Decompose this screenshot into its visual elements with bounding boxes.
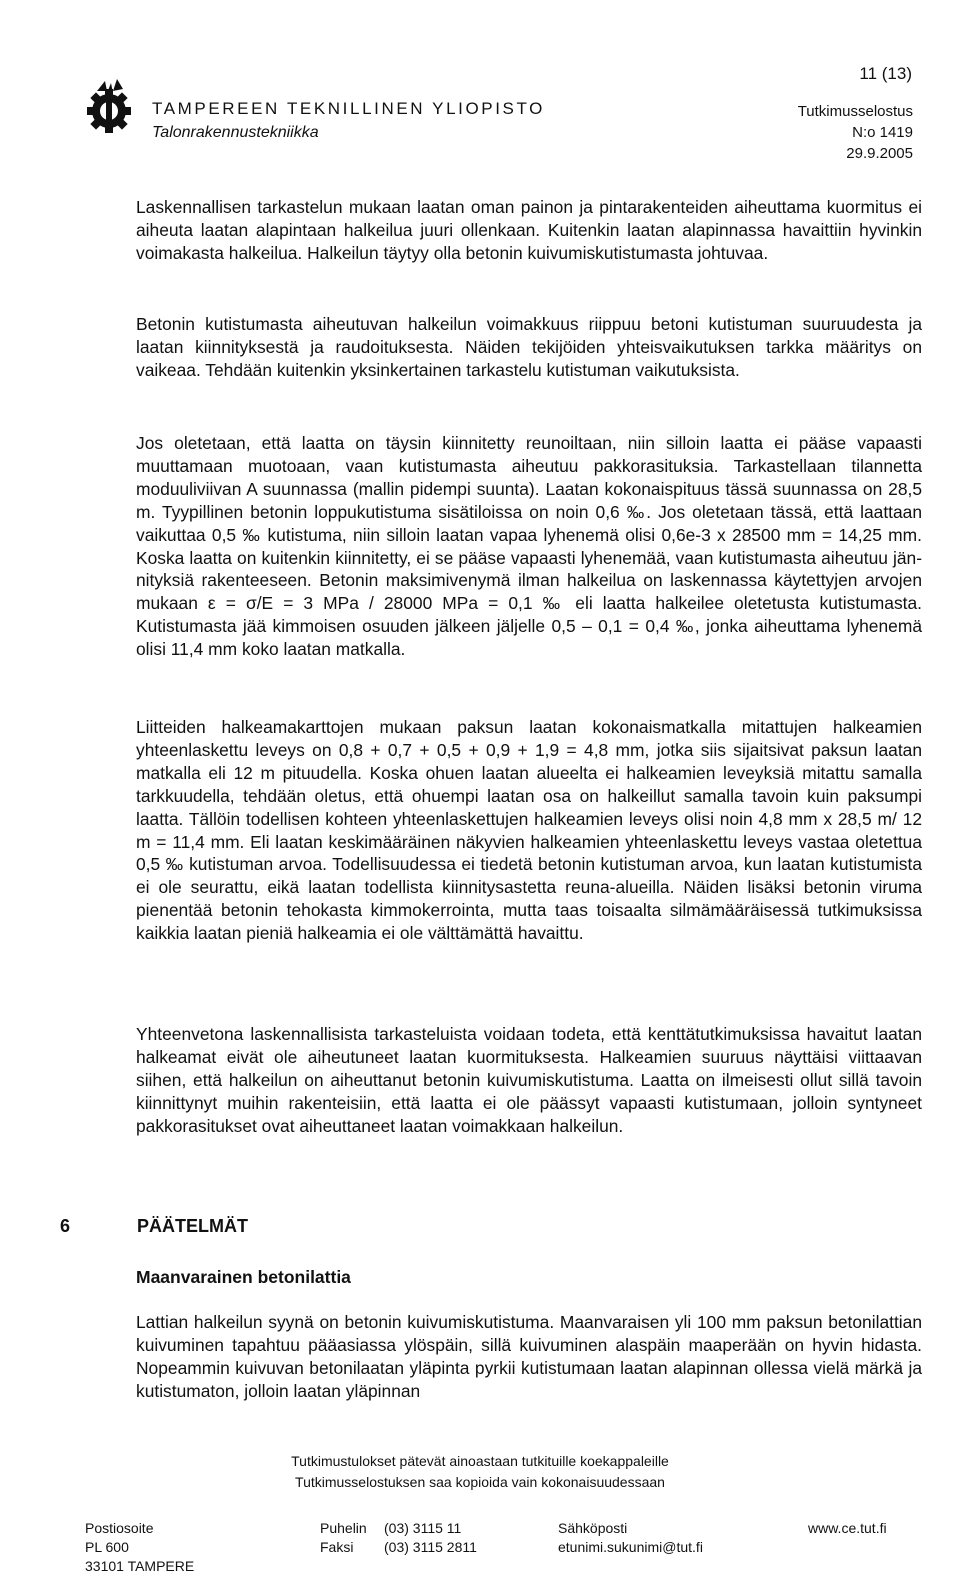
paragraph-2: Betonin kutistumasta aiheutuvan halkeilun voimakkuus riippuu betoni kutistuman suuruudesta ja laatan kiinnityksestä ja raudoituksesta. Näiden tekijöiden yhteisvaikutuksen tarkka määritys on vaikeaa. Tehdään kuitenkin yksinkertainen tarkastelu kutistuman vaikutuksista. (136, 314, 922, 380)
fax-label: Faksi (320, 1539, 354, 1555)
fax-value: (03) 3115 2811 (384, 1539, 477, 1555)
section-heading (60, 1216, 248, 1237)
paragraph-3: Jos oletetaan, että laatta on täysin kiinnitetty reunoiltaan, niin silloin laatta ei pääse vapaasti muuttamaan muotoaan, vaan kutistumasta aiheutuu pakkorasituksia. Tarkastellaan tilannetta moduuliviivan A suunnassa (mallin pidempi suunta). Laatan kokonaispituus tässä suunnassa on 28,5 m. Tyypillinen betonin loppukutistuma sisätiloissa on noin 0,6 ‰. Jos oletetaan tässä, että laattaan vaikuttaa 0,5 ‰ kutistuma, niin silloin laatan vapaa lyhenemä olisi 0,6e-3 x 28500 mm = 14,25 mm. Koska laatta on kuitenkin kiinnitetty, ei se pääse vapaasti lyhenemää, vaan kutistumasta aiheutuu jännityksiä rakenteeseen. Betonin maksimivenymä ilman halkeilua on laskennassa käytettyjen arvojen mukaan ε = σ/E = 3 MPa / 28000 MPa = 0,1 ‰ eli laatta halkeilee oletetusta kutistumasta. Kutistumasta jää kimmoisen osuuden jälkeen jäljelle 0,5 – 0,1 = 0,4 ‰, jonka aiheuttama lyhenemä olisi 11,4 mm koko laatan matkalla. (136, 433, 922, 660)
address-city: 33101 TAMPERE (85, 1558, 195, 1574)
department-name: Talonrakennustekniikka (152, 124, 319, 141)
fax-row (320, 1538, 477, 1557)
phone-label: Puhelin (320, 1520, 367, 1536)
university-name: TAMPEREEN TEKNILLINEN YLIOPISTO (152, 99, 545, 118)
section-title: PÄÄTELMÄT (137, 1216, 248, 1236)
university-logo-icon (83, 79, 135, 141)
paragraph-5: Yhteenvetona laskennallisista tarkasteluista voidaan todeta, että kenttätutkimuksissa havaitut laatan halkeamat eivät ole aiheutuneet laatan kuormituksesta. Halkeamien suuruus näyttäisi viittaavan siihen, että halkeilun on aiheuttanut betonin kuivumiskutistuma. Laatta on ilmeisesti ollut sillä tavoin kiinnittynyt muihin rakenteisiin, että laatta ei ole päässyt vapaasti kutistumaan, jolloin syntyneet pakkorasitukset ovat aiheuttaneet laatan voimakkaan halkeilun. (136, 1024, 922, 1136)
section-number: 6 (60, 1216, 71, 1236)
footer-note-line-2: Tutkimusselostuksen saa kopioida vain kokonaisuudessaan (295, 1474, 665, 1490)
phone-value: (03) 3115 11 (384, 1520, 462, 1536)
address-box: PL 600 (85, 1539, 129, 1555)
paragraph-1: Laskennallisen tarkastelun mukaan laatan oman painon ja pintarakenteiden aiheuttama kuormitus ei aiheuta laatan alapintaan halkeilua juuri ollenkaan. Kuitenkin laatan alapinnassa havaittiin hyvinkin voimakasta halkeilua. Halkeilun täytyy olla betonin kuivumiskutistumasta johtuvaa. (136, 197, 922, 263)
email-label: Sähköposti (558, 1520, 628, 1536)
footer-website (808, 1519, 887, 1538)
page-number: 11 (13) (859, 64, 912, 83)
website-link: www.ce.tut.fi (808, 1520, 887, 1536)
footer-address (85, 1519, 194, 1576)
document-number: N:o 1419 (852, 124, 913, 141)
phone-row (320, 1519, 477, 1538)
footer-phone-fax (320, 1519, 477, 1557)
footer-note-line-1: Tutkimustulokset pätevät ainoastaan tutkituille koekappaleille (291, 1453, 669, 1469)
address-label: Postiosoite (85, 1520, 154, 1536)
email-value: etunimi.sukunimi@tut.fi (558, 1539, 703, 1555)
subsection-title: Maanvarainen betonilattia (136, 1267, 351, 1287)
paragraph-4: Liitteiden halkeamakarttojen mukaan paksun laatan kokonaismatkalla mitattujen halkeamien yhteenlaskettu leveys on 0,8 + 0,7 + 0,5 + 0,9 + 1,9 = 4,8 mm, jotka siis sijaitsivat paksun laatan matkalla eli 12 m pituudella. Koska ohuen laatan alueelta ei halkeamien leveyksiä mitattu samalla tarkkuudella, tehdään oletus, että ohuempi laatan osa on halkeillut samalla tavoin kuin paksumpi laatta. Tällöin todellisen kohteen yhteenlaskettujen halkeamien leveys olisi noin 4,8 mm x 28,5 m/ 12 m = 11,4 mm. Eli laatan keskimääräinen näkyvien halkeamien yhteenlaskettu leveys vastaa oletettua 0,5 ‰ kutistuman arvoa. Todellisuudessa ei tiedetä betonin kutistuman arvoa, kun laatan kutistumista ei ole seurattu, eikä laatan todellista kiinnitysastetta reuna-alueilla. Näiden lisäksi betonin viruma pienentää betonin tehokasta kimmokerrointa, mutta taas toisaalta silmämääräisessä tutkimuksissa kaikkia laatan pieniä halkeamia ei ole välttämättä havaittu. (136, 717, 922, 944)
footer-email (558, 1519, 703, 1557)
document-type: Tutkimusselostus (797, 103, 913, 120)
document-meta (798, 101, 913, 164)
footer-note (0, 1451, 960, 1493)
document-date: 29.9.2005 (846, 145, 913, 162)
paragraph-6: Lattian halkeilun syynä on betonin kuivumiskutistuma. Maanvaraisen yli 100 mm paksun betonilattian kuivuminen tapahtuu pääasiassa ylöspäin, sillä kuivuminen alaspäin maaperään on hyvin hidasta. Nopeammin kuivuvan betonilaatan yläpinta pyrkii kutistumaan laatan alapinnan ollessa vielä märkä ja kutistumaton, jolloin laatan yläpinnan (136, 1312, 922, 1401)
